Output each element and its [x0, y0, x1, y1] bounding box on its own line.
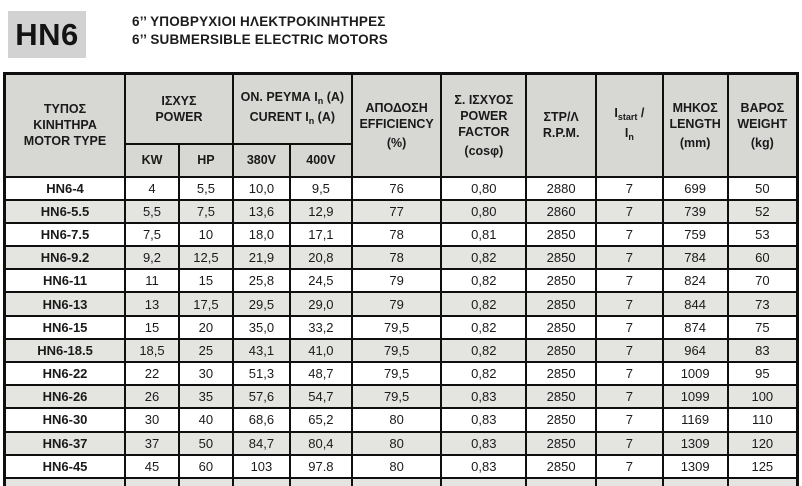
spec-value-cell [125, 478, 179, 486]
spec-value-cell: 2850 [526, 432, 596, 455]
table-header [5, 74, 798, 177]
spec-value-cell: 79,5 [352, 339, 442, 362]
spec-value-cell [526, 478, 596, 486]
spec-value-cell: 20,8 [290, 246, 352, 269]
spec-value-cell: 0,81 [441, 223, 526, 246]
spec-value-cell: 5,5 [125, 200, 179, 223]
spec-value-cell: 7 [596, 177, 663, 200]
spec-value-cell: 73 [728, 292, 798, 315]
spec-value-cell: 80 [352, 432, 442, 455]
spec-value-cell: 57,6 [233, 385, 290, 408]
spec-value-cell: 80 [352, 455, 442, 478]
spec-value-cell: 70 [728, 269, 798, 292]
spec-value-cell: 80 [352, 408, 442, 431]
spec-value-cell: 2860 [526, 200, 596, 223]
spec-value-cell: 7,5 [179, 200, 233, 223]
spec-value-cell: 2850 [526, 246, 596, 269]
table-row [5, 432, 798, 455]
spec-value-cell: 7 [596, 362, 663, 385]
spec-value-cell: 120 [728, 432, 798, 455]
spec-value-cell: 7 [596, 200, 663, 223]
motor-model-cell: HN6-18.5 [5, 339, 126, 362]
spec-value-cell: 0,82 [441, 292, 526, 315]
spec-value-cell: 0,82 [441, 362, 526, 385]
spec-value-cell: 0,82 [441, 269, 526, 292]
table-row [5, 408, 798, 431]
table-row [5, 246, 798, 269]
motor-model-cell: HN6-26 [5, 385, 126, 408]
motor-model-cell: HN6-13 [5, 292, 126, 315]
spec-value-cell [233, 478, 290, 486]
spec-value-cell [352, 478, 442, 486]
spec-value-cell: 7 [596, 269, 663, 292]
spec-value-cell: 43,1 [233, 339, 290, 362]
col-header-istart-ratio: $I_{start}$ / $I_n$ [596, 74, 663, 177]
spec-value-cell: 26 [125, 385, 179, 408]
spec-value-cell: 22 [125, 362, 179, 385]
spec-value-cell: 4 [125, 177, 179, 200]
spec-value-cell: 51,3 [233, 362, 290, 385]
series-logo-text: HN6 [15, 16, 79, 52]
col-header-kw: KW [125, 144, 179, 177]
col-header-400v: 400V [290, 144, 352, 177]
spec-value-cell: 0,82 [441, 246, 526, 269]
table-row [5, 455, 798, 478]
spec-value-cell: 739 [663, 200, 728, 223]
col-header-length: ΜΗΚΟΣ LENGTH (mm) [663, 74, 728, 177]
motor-model-cell: HN6-15 [5, 316, 126, 339]
spec-value-cell: 79,5 [352, 385, 442, 408]
spec-value-cell: 2850 [526, 362, 596, 385]
table-row [5, 385, 798, 408]
spec-value-cell: 77 [352, 200, 442, 223]
spec-value-cell: 100 [728, 385, 798, 408]
spec-value-cell: 0,82 [441, 339, 526, 362]
table-row [5, 269, 798, 292]
table-row [5, 362, 798, 385]
spec-value-cell: 80,4 [290, 432, 352, 455]
spec-value-cell: 20 [179, 316, 233, 339]
col-header-hp: HP [179, 144, 233, 177]
spec-value-cell: 25 [179, 339, 233, 362]
spec-value-cell: 40 [179, 408, 233, 431]
spec-value-cell: 78 [352, 246, 442, 269]
spec-value-cell: 2850 [526, 269, 596, 292]
spec-value-cell: 7 [596, 339, 663, 362]
spec-value-cell: 7 [596, 432, 663, 455]
spec-value-cell: 824 [663, 269, 728, 292]
spec-value-cell: 759 [663, 223, 728, 246]
spec-value-cell: 844 [663, 292, 728, 315]
table-row [5, 316, 798, 339]
spec-value-cell: 84,7 [233, 432, 290, 455]
spec-value-cell: 35,0 [233, 316, 290, 339]
spec-value-cell: 7 [596, 292, 663, 315]
spec-value-cell: 83 [728, 339, 798, 362]
spec-value-cell: 30 [179, 362, 233, 385]
spec-value-cell: 53 [728, 223, 798, 246]
spec-value-cell: 2880 [526, 177, 596, 200]
spec-value-cell: 699 [663, 177, 728, 200]
spec-value-cell: 17,1 [290, 223, 352, 246]
spec-value-cell: 2850 [526, 316, 596, 339]
table-row [5, 200, 798, 223]
spec-value-cell: 2850 [526, 385, 596, 408]
spec-value-cell: 79 [352, 269, 442, 292]
page-title [132, 13, 388, 49]
spec-value-cell: 784 [663, 246, 728, 269]
motor-model-cell: HN6-11 [5, 269, 126, 292]
spec-value-cell: 1309 [663, 432, 728, 455]
spec-value-cell: 41,0 [290, 339, 352, 362]
spec-value-cell: 0,80 [441, 177, 526, 200]
col-header-weight: ΒΑΡΟΣ WEIGHT (kg) [728, 74, 798, 177]
spec-value-cell: 25,8 [233, 269, 290, 292]
spec-value-cell: 76 [352, 177, 442, 200]
table-row-partial [5, 478, 798, 486]
page-title-greek: 6’’ ΥΠΟΒΡΥΧΙΟΙ ΗΛΕΚΤΡΟΚΙΝΗΤΗΡΕΣ [132, 14, 386, 29]
spec-value-cell: 52 [728, 200, 798, 223]
spec-value-cell: 1009 [663, 362, 728, 385]
spec-value-cell: 7,5 [125, 223, 179, 246]
col-header-current: ΟΝ. ΡΕΥΜΑ $I_n$ (A) CURENT $I_n$ (A) [233, 74, 352, 144]
col-header-efficiency: ΑΠΟΔΟΣΗ EFFICIENCY (%) [352, 74, 442, 177]
page-title-english: 6’’ SUBMERSIBLE ELECTRIC MOTORS [132, 32, 388, 47]
spec-value-cell: 18,0 [233, 223, 290, 246]
spec-value-cell: 29,5 [233, 292, 290, 315]
motor-model-cell: HN6-45 [5, 455, 126, 478]
spec-value-cell: 21,9 [233, 246, 290, 269]
spec-value-cell: 0,83 [441, 385, 526, 408]
spec-value-cell: 2850 [526, 223, 596, 246]
spec-value-cell: 29,0 [290, 292, 352, 315]
spec-value-cell [728, 478, 798, 486]
motor-model-cell: HN6-22 [5, 362, 126, 385]
spec-value-cell: 1309 [663, 455, 728, 478]
table-row [5, 339, 798, 362]
spec-value-cell: 50 [179, 432, 233, 455]
spec-value-cell: 110 [728, 408, 798, 431]
table-body [5, 177, 798, 486]
spec-value-cell [290, 478, 352, 486]
spec-value-cell: 7 [596, 246, 663, 269]
spec-value-cell: 2850 [526, 455, 596, 478]
col-header-motor-type: ΤΥΠΟΣ ΚΙΝΗΤΗΡΑ MOTOR TYPE [5, 74, 126, 177]
spec-value-cell: 33,2 [290, 316, 352, 339]
spec-value-cell: 95 [728, 362, 798, 385]
col-header-power-factor: Σ. ΙΣΧΥΟΣ POWER FACTOR (cosφ) [441, 74, 526, 177]
spec-value-cell: 78 [352, 223, 442, 246]
motor-model-cell: HN6-7.5 [5, 223, 126, 246]
spec-value-cell [441, 478, 526, 486]
spec-value-cell: 103 [233, 455, 290, 478]
col-header-power: ΙΣΧΥΣ POWER [125, 74, 233, 144]
spec-value-cell: 79,5 [352, 316, 442, 339]
series-logo [8, 11, 86, 58]
spec-value-cell: 24,5 [290, 269, 352, 292]
spec-value-cell: 10,0 [233, 177, 290, 200]
spec-value-cell: 18,5 [125, 339, 179, 362]
spec-value-cell: 37 [125, 432, 179, 455]
motor-model-cell: HN6-9.2 [5, 246, 126, 269]
motor-model-cell: HN6-37 [5, 432, 126, 455]
spec-value-cell: 7 [596, 316, 663, 339]
spec-value-cell: 79,5 [352, 362, 442, 385]
spec-value-cell: 7 [596, 223, 663, 246]
spec-value-cell: 68,6 [233, 408, 290, 431]
spec-value-cell: 2850 [526, 408, 596, 431]
spec-value-cell: 874 [663, 316, 728, 339]
spec-value-cell: 45 [125, 455, 179, 478]
spec-value-cell: 11 [125, 269, 179, 292]
spec-value-cell: 2850 [526, 292, 596, 315]
spec-value-cell: 7 [596, 455, 663, 478]
spec-value-cell [663, 478, 728, 486]
spec-value-cell: 50 [728, 177, 798, 200]
motor-model-cell: HN6-4 [5, 177, 126, 200]
spec-value-cell: 1099 [663, 385, 728, 408]
spec-value-cell: 0,83 [441, 455, 526, 478]
spec-value-cell: 0,80 [441, 200, 526, 223]
spec-value-cell: 10 [179, 223, 233, 246]
spec-value-cell: 125 [728, 455, 798, 478]
spec-value-cell [179, 478, 233, 486]
spec-value-cell: 15 [179, 269, 233, 292]
spec-value-cell: 60 [728, 246, 798, 269]
spec-value-cell: 12,9 [290, 200, 352, 223]
spec-value-cell: 15 [125, 316, 179, 339]
spec-value-cell: 9,2 [125, 246, 179, 269]
spec-value-cell: 2850 [526, 339, 596, 362]
table-row [5, 223, 798, 246]
spec-value-cell: 964 [663, 339, 728, 362]
spec-value-cell: 97.8 [290, 455, 352, 478]
spec-value-cell: 7 [596, 385, 663, 408]
spec-value-cell: 12,5 [179, 246, 233, 269]
spec-value-cell: 17,5 [179, 292, 233, 315]
spec-value-cell: 60 [179, 455, 233, 478]
spec-value-cell: 54,7 [290, 385, 352, 408]
col-header-rpm: ΣΤΡ/Λ R.P.M. [526, 74, 596, 177]
spec-value-cell: 48,7 [290, 362, 352, 385]
spec-value-cell: 75 [728, 316, 798, 339]
spec-value-cell: 1169 [663, 408, 728, 431]
spec-value-cell: 9,5 [290, 177, 352, 200]
spec-value-cell: 35 [179, 385, 233, 408]
spec-value-cell: 79 [352, 292, 442, 315]
table-row [5, 292, 798, 315]
spec-value-cell: 0,82 [441, 316, 526, 339]
col-header-380v: 380V [233, 144, 290, 177]
spec-value-cell [5, 478, 126, 486]
spec-value-cell: 7 [596, 408, 663, 431]
spec-value-cell [596, 478, 663, 486]
spec-value-cell: 13 [125, 292, 179, 315]
spec-value-cell: 30 [125, 408, 179, 431]
motor-model-cell: HN6-5.5 [5, 200, 126, 223]
motor-spec-table [3, 72, 799, 486]
spec-value-cell: 13,6 [233, 200, 290, 223]
table-row [5, 177, 798, 200]
spec-value-cell: 0,83 [441, 432, 526, 455]
spec-value-cell: 5,5 [179, 177, 233, 200]
spec-value-cell: 65,2 [290, 408, 352, 431]
spec-value-cell: 0,83 [441, 408, 526, 431]
motor-model-cell: HN6-30 [5, 408, 126, 431]
